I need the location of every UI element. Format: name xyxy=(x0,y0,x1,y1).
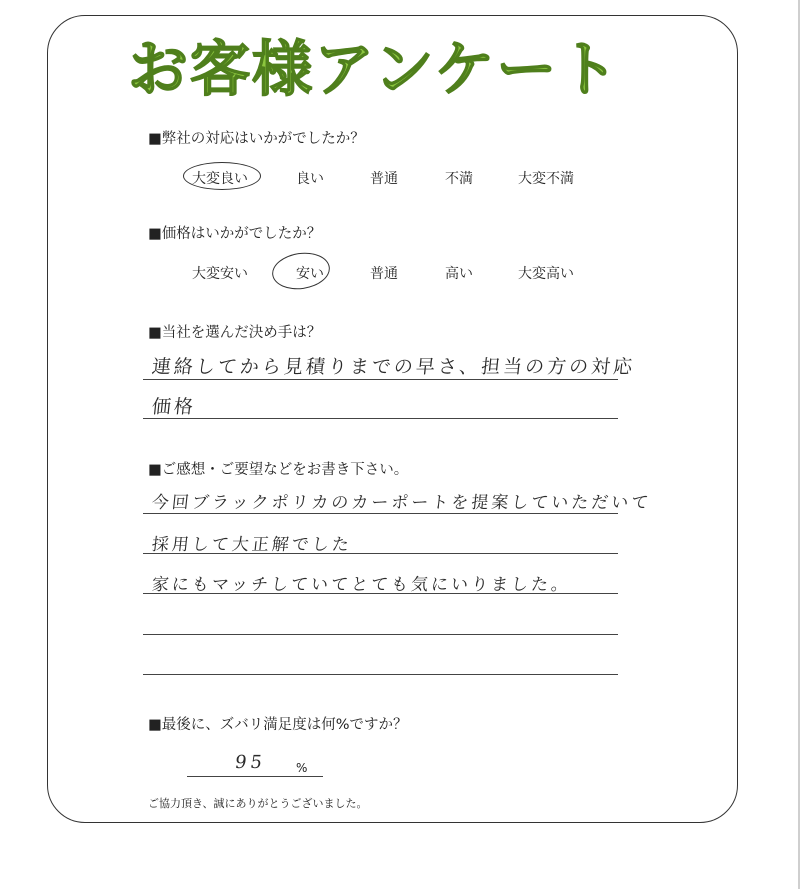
question-1: ■弊社の対応はいかがでしたか？ xyxy=(148,131,365,147)
q1-option-3[interactable]: 普通 xyxy=(370,171,398,187)
q4-answer-line-2: 採用して大正解でした xyxy=(150,535,353,555)
satisfaction-value: 95 xyxy=(233,752,268,773)
q3-answer-line-1: 連絡してから見積りまでの早さ、担当の方の対応 xyxy=(150,356,637,378)
q2-option-5[interactable]: 大変高い xyxy=(518,266,574,282)
q4-answer-line-3: 家にもマッチしていてとても気にいりました。 xyxy=(150,575,573,595)
question-5: ■最後に、ズバリ満足度は何%ですか？ xyxy=(148,717,408,733)
q4-rule-5 xyxy=(143,674,618,675)
q4-rule-2 xyxy=(143,553,618,554)
q4-answer-line-1: 今回ブラックポリカのカーポートを提案していただいて xyxy=(150,493,653,513)
q1-option-2[interactable]: 良い xyxy=(296,171,324,187)
q1-option-4[interactable]: 不満 xyxy=(445,171,473,187)
q4-rule-1 xyxy=(143,513,618,514)
q4-rule-3 xyxy=(143,593,618,594)
q2-option-1[interactable]: 大変安い xyxy=(192,266,248,282)
q3-rule-1 xyxy=(143,379,618,380)
q1-option-1[interactable]: 大変良い xyxy=(192,171,248,187)
survey-title: お客様アンケート xyxy=(128,35,621,105)
percent-unit: % xyxy=(296,761,308,775)
q2-option-3[interactable]: 普通 xyxy=(370,266,398,282)
q2-option-2[interactable]: 安い xyxy=(296,266,324,282)
thank-you-note: ご協力頂き、誠にありがとうございました。 xyxy=(148,797,368,810)
question-4: ■ご感想・ご要望などをお書き下さい。 xyxy=(148,462,409,478)
q4-rule-4 xyxy=(143,634,618,635)
question-3: ■当社を選んだ決め手は？ xyxy=(148,325,322,341)
q1-option-5[interactable]: 大変不満 xyxy=(518,171,574,187)
q2-option-4[interactable]: 高い xyxy=(445,266,473,282)
question-2: ■価格はいかがでしたか？ xyxy=(148,226,322,242)
q3-answer-line-2: 価格 xyxy=(150,396,198,418)
q3-rule-2 xyxy=(143,418,618,419)
satisfaction-rule xyxy=(187,776,323,777)
